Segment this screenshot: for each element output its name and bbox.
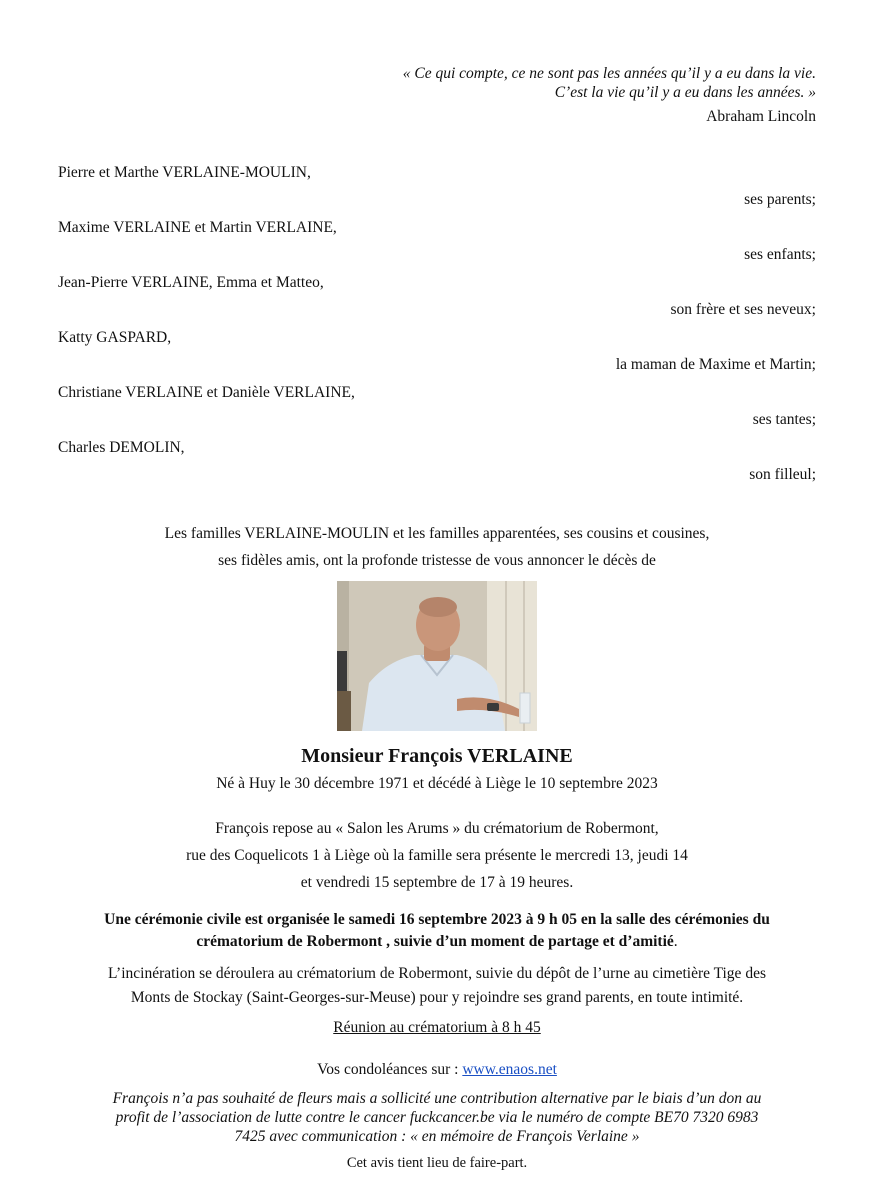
family-relation-children: ses enfants; [744, 246, 816, 263]
repose-line-3: et vendredi 15 septembre de 17 à 19 heures. [300, 874, 574, 891]
condolences-link[interactable]: www.enaos.net [462, 1061, 557, 1078]
family-names-mother: Katty GASPARD, [58, 329, 172, 346]
reunion-time: Réunion au crématorium à 8 h 45 [333, 1019, 541, 1036]
condolences-line [0, 1061, 874, 1079]
ceremony-line-2-end: . [673, 933, 678, 950]
quote-line-1: « Ce qui compte, ce ne sont pas les années qu’il y a eu dans la vie. [402, 65, 816, 82]
family-names-aunts: Christiane VERLAINE et Danièle VERLAINE, [58, 384, 355, 401]
flowers-paragraph [0, 1089, 874, 1146]
epigraph-quote [403, 64, 816, 102]
footer-note: Cet avis tient lieu de faire-part. [346, 1155, 528, 1171]
condolences-label: Vos condoléances sur : [317, 1061, 463, 1078]
repose-paragraph [0, 815, 874, 896]
family-relation-godson: son filleul; [749, 466, 816, 483]
family-relation-parents: ses parents; [744, 191, 816, 208]
repose-line-1: François repose au « Salon les Arums » du crématorium de Robermont, [215, 820, 659, 837]
flowers-line-1: François n’a pas souhaité de fleurs mais a sollicité une contribution alternative par le biais d’un don au [112, 1090, 762, 1107]
ceremony-line-1: Une cérémonie civile est organisée le samedi 16 septembre 2023 à 9 h 05 en la salle des cérémonies du [104, 911, 770, 928]
family-names-brother: Jean-Pierre VERLAINE, Emma et Matteo, [58, 274, 324, 291]
ceremony-paragraph [0, 909, 874, 953]
portrait-photo [337, 581, 537, 731]
family-names-godson: Charles DEMOLIN, [58, 439, 185, 456]
ceremony-line-2-wrap [0, 931, 874, 953]
announcement-line-2: ses fidèles amis, ont la profonde tristesse de vous annoncer le décès de [218, 552, 656, 569]
announcement-line-1: Les familles VERLAINE-MOULIN et les familles apparentées, ses cousins et cousines, [164, 525, 710, 542]
birth-death-dates: Né à Huy le 30 décembre 1971 et décédé à Liège le 10 septembre 2023 [216, 775, 658, 792]
flowers-line-2: profit de l’association de lutte contre le cancer fuckcancer.be via le numéro de compte BE70 7320 6983 [115, 1109, 759, 1126]
repose-line-2: rue des Coquelicots 1 à Liège où la famille sera présente le mercredi 13, jeudi 14 [186, 847, 688, 864]
quote-author: Abraham Lincoln [706, 108, 816, 125]
family-relation-mother: la maman de Maxime et Martin; [615, 356, 816, 373]
incineration-paragraph [0, 962, 874, 1010]
family-names-parents: Pierre et Marthe VERLAINE-MOULIN, [58, 164, 311, 181]
family-relation-brother: son frère et ses neveux; [670, 301, 816, 318]
incineration-line-2: Monts de Stockay (Saint-Georges-sur-Meuse) pour y rejoindre ses grand parents, en toute intimité. [130, 989, 744, 1006]
family-names-children: Maxime VERLAINE et Martin VERLAINE, [58, 219, 337, 236]
quote-line-2: C’est la vie qu’il y a eu dans les années. » [554, 84, 816, 101]
family-relation-aunts: ses tantes; [752, 411, 816, 428]
flowers-line-3: 7425 avec communication : « en mémoire de François Verlaine » [234, 1128, 640, 1145]
incineration-line-1: L’incinération se déroulera au crématorium de Robermont, suivie du dépôt de l’urne au cimetière Tige des [108, 965, 766, 982]
ceremony-line-2: crématorium de Robermont , suivie d’un moment de partage et d’amitié [196, 933, 674, 950]
deceased-name: Monsieur François VERLAINE [301, 745, 573, 767]
announcement [0, 520, 874, 574]
